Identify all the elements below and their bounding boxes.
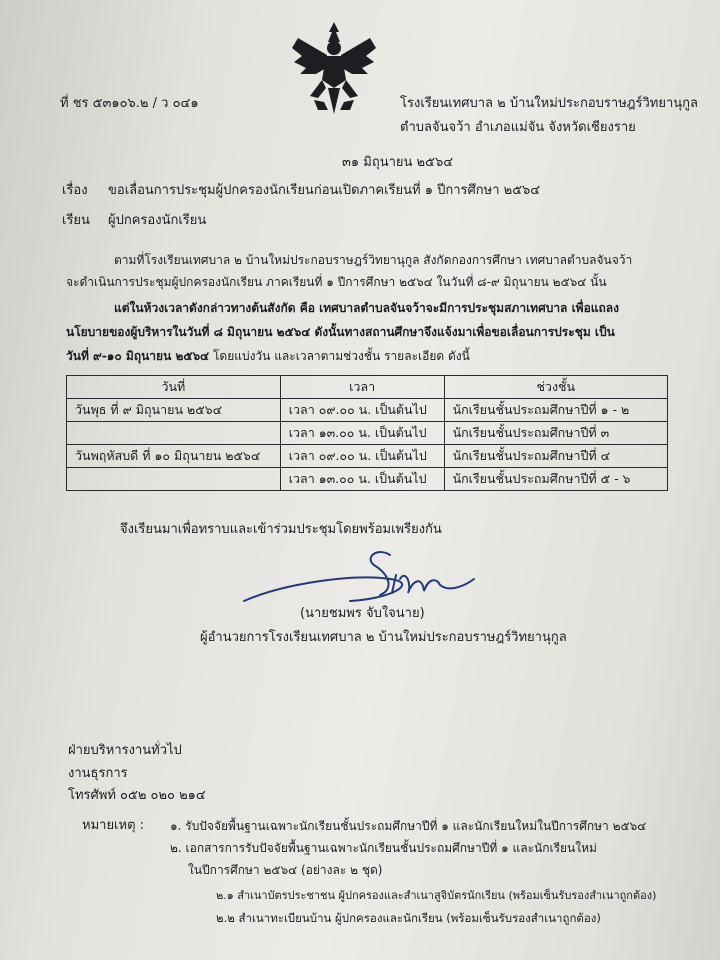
cell-grade: นักเรียนชั้นประถมศึกษาปีที่ ๑ - ๒ (444, 399, 667, 422)
table-row (67, 399, 668, 422)
recipient-label: เรียน (62, 213, 90, 228)
note-1: ๑. รับปัจจัยพื้นฐานเฉพาะนักเรียนชั้นประถมศึกษาปีที่ ๑ และนักเรียนใหม่ในปีการศึกษา ๒๕๖๔ (170, 819, 647, 833)
cell-date: วันพฤหัสบดี ที่ ๑๐ มิถุนายน ๒๕๖๔ (67, 445, 281, 468)
contact-unit: งานธุรการ (68, 766, 128, 781)
table-row (67, 445, 668, 468)
schedule-table (66, 375, 668, 491)
garuda-emblem-icon (288, 18, 380, 118)
school-name: โรงเรียนเทศบาล ๒ บ้านใหม่ประกอบราษฎร์วิทยานุกูล (400, 96, 699, 111)
header-date: วันที่ (67, 376, 281, 399)
cell-time: เวลา ๐๙.๐๐ น. เป็นต้นไป (280, 399, 444, 422)
cell-date (67, 422, 281, 445)
cell-grade: นักเรียนชั้นประถมศึกษาปีที่ ๕ - ๖ (444, 468, 667, 491)
contact-phone: โทรศัพท์ ๐๕๒ ๐๒๐ ๒๑๔ (68, 788, 206, 803)
table-row (67, 422, 668, 445)
body-line-4: นโยบายของผู้บริหารในวันที่ ๘ มิถุนายน ๒๕๖๔ ดังนั้นทางสถานศึกษาจึงแจ้งมาเพื่อขอเลื่อนการประชุม เป็น (66, 325, 615, 339)
letter-date: ๓๑ มิถุนายน ๒๕๖๔ (342, 155, 454, 170)
body-line-3: แต่ในห้วงเวลาดังกล่าวทางต้นสังกัด คือ เทศบาลตำบลจันจว้าจะมีการประชุมสภาเทศบาล เพื่อแถลง (114, 301, 620, 315)
signature-icon (240, 545, 480, 615)
note-2-1: ๒.๑ สำเนาบัตรประชาชน ผู้ปกครองและสำเนาสูจิบัตรนักเรียน (พร้อมเซ็นรับรองสำเนาถูกต้อง) (216, 889, 657, 902)
signer-name: (นายชมพร จับใจนาย) (300, 606, 425, 621)
note-2-2: ๒.๒ สำเนาทะเบียนบ้าน ผู้ปกครองและนักเรียน (พร้อมเซ็นรับรองสำเนาถูกต้อง) (216, 911, 601, 925)
cell-time: เวลา ๐๙.๐๐ น. เป็นต้นไป (280, 445, 444, 468)
header-time: เวลา (280, 376, 444, 399)
cell-grade: นักเรียนชั้นประถมศึกษาปีที่ ๔ (444, 445, 667, 468)
cell-time: เวลา ๑๓.๐๐ น. เป็นต้นไป (280, 422, 444, 445)
table-header-row (67, 376, 668, 399)
subject-text: ขอเลื่อนการประชุมผู้ปกครองนักเรียนก่อนเปิดภาคเรียนที่ ๑ ปีการศึกษา ๒๕๖๔ (108, 183, 541, 198)
contact-department: ฝ่ายบริหารงานทั่วไป (68, 743, 182, 758)
cell-date (67, 468, 281, 491)
signer-title: ผู้อำนวยการโรงเรียนเทศบาล ๒ บ้านใหม่ประกอบราษฎร์วิทยานุกูล (200, 630, 567, 645)
cell-grade: นักเรียนชั้นประถมศึกษาปีที่ ๓ (444, 422, 667, 445)
meeting-dates: วันที่ ๙-๑๐ มิถุนายน ๒๕๖๔ (66, 349, 210, 363)
table-row (67, 468, 668, 491)
school-address: ตำบลจันจว้า อำเภอแม่จัน จังหวัดเชียงราย (400, 120, 636, 135)
notes-label: หมายเหตุ : (82, 818, 145, 833)
body-line-5 (66, 348, 470, 364)
body-line-2: จะดำเนินการประชุมผู้ปกครองนักเรียน ภาคเรียนที่ ๑ ปีการศึกษา ๒๕๖๔ ในวันที่ ๘-๙ มิถุนายน ๒๕๖๔ นั้น (66, 275, 607, 289)
subject-label: เรื่อง (62, 183, 88, 198)
note-2-continued: ในปีการศึกษา ๒๕๖๔ (อย่างละ ๒ ชุด) (188, 863, 383, 877)
document-number: ที่ ชร ๕๓๑๐๖.๒ / ว ๐๔๑ (60, 96, 199, 111)
body-line-1: ตามที่โรงเรียนเทศบาล ๒ บ้านใหม่ประกอบราษฎร์วิทยานุกูล สังกัดกองการศึกษา เทศบาลตำบลจันจว้า (114, 253, 633, 267)
closing-text: จึงเรียนมาเพื่อทราบและเข้าร่วมประชุมโดยพร้อมเพรียงกัน (120, 522, 442, 537)
cell-time: เวลา ๑๓.๐๐ น. เป็นต้นไป (280, 468, 444, 491)
body-line-5-rest: โดยแบ่งวัน และเวลาตามช่วงชั้น รายละเอียด ดังนี้ (209, 349, 470, 363)
note-2: ๒. เอกสารการรับปัจจัยพื้นฐานเฉพาะนักเรียนชั้นประถมศึกษาปีที่ ๑ และนักเรียนใหม่ (170, 841, 597, 855)
recipient-text: ผู้ปกครองนักเรียน (108, 213, 207, 228)
cell-date: วันพุธ ที่ ๙ มิถุนายน ๒๕๖๔ (67, 399, 281, 422)
header-grade: ช่วงชั้น (444, 376, 667, 399)
